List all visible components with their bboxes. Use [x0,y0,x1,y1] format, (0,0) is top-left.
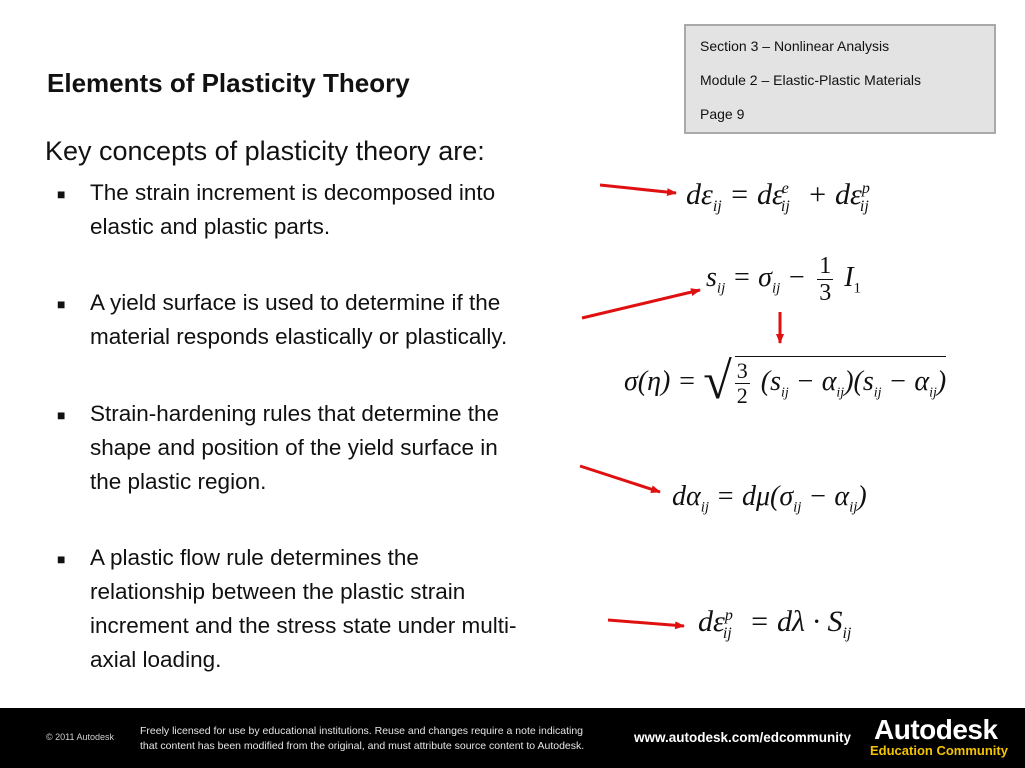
bullet-line: Strain-hardening rules that determine the [90,401,499,426]
bullet-line: relationship between the plastic strain [90,579,466,604]
arrow-to-hardening-eq [580,466,660,492]
equation-strain-decomposition: $d\varepsilon_{ij} = d\varepsilon^e_{ij} + d\varepsilon^p_{ij}$ [686,178,870,215]
arrow-to-flow-eq [608,620,684,626]
square-bullet-icon: ■ [57,186,66,202]
bullet-line: increment and the stress state under multi- [90,613,517,638]
bullet-line: shape and position of the yield surface in [90,435,498,460]
bullet-line: material responds elastically or plastically. [90,324,508,349]
square-bullet-icon: ■ [57,407,66,423]
community-url-link[interactable]: www.autodesk.com/edcommunity [634,730,852,745]
copyright-text: © 2011 Autodesk [46,732,115,742]
square-bullet-icon: ■ [57,551,66,567]
license-line: that content has been modified from the original, and must attribute source content to Autodesk. [140,740,585,752]
equation-flow-rule: $d\varepsilon^p_{ij} = d\lambda \cdot S_{ij}$ [698,605,852,642]
arrow-to-strain-eq [600,185,676,193]
equation-yield-function: σ(η) = √ $\frac{3}{2}$ $(s_{ij} - \alpha_{ij})(s_{ij} - \alpha_{ij})$ [624,353,947,410]
square-bullet-icon: ■ [57,296,66,312]
page-label: Page 9 [700,106,745,122]
bullet-line: The strain increment is decomposed into [90,180,496,205]
intro-text: Key concepts of plasticity theory are: [45,136,485,166]
bullet-line: elastic and plastic parts. [90,214,331,239]
bullet-line: axial loading. [90,647,222,672]
equation-deviatoric-stress: $s_{ij} = \sigma_{ij}$ − $\frac{1}{3}$ $I_1$ [706,253,862,306]
license-line: Freely licensed for use by educational institutions. Reuse and changes require a note indicating [140,725,584,737]
bullet-line: the plastic region. [90,469,267,494]
autodesk-logo: Autodesk [874,714,998,745]
bullet-line: A plastic flow rule determines the [90,545,419,570]
equation-hardening-rule: $d\alpha_{ij} = d\mu(\sigma_{ij} - \alpha_{ij})$ [672,481,867,516]
education-community-label: Education Community [870,743,1008,758]
module-label: Module 2 – Elastic-Plastic Materials [700,72,921,88]
arrow-to-deviatoric-eq [582,290,700,318]
slide-title: Elements of Plasticity Theory [47,68,410,98]
bullet-line: A yield surface is used to determine if the [90,290,501,315]
section-label: Section 3 – Nonlinear Analysis [700,38,890,54]
license-text [140,724,584,754]
footer-bar [0,708,1025,768]
